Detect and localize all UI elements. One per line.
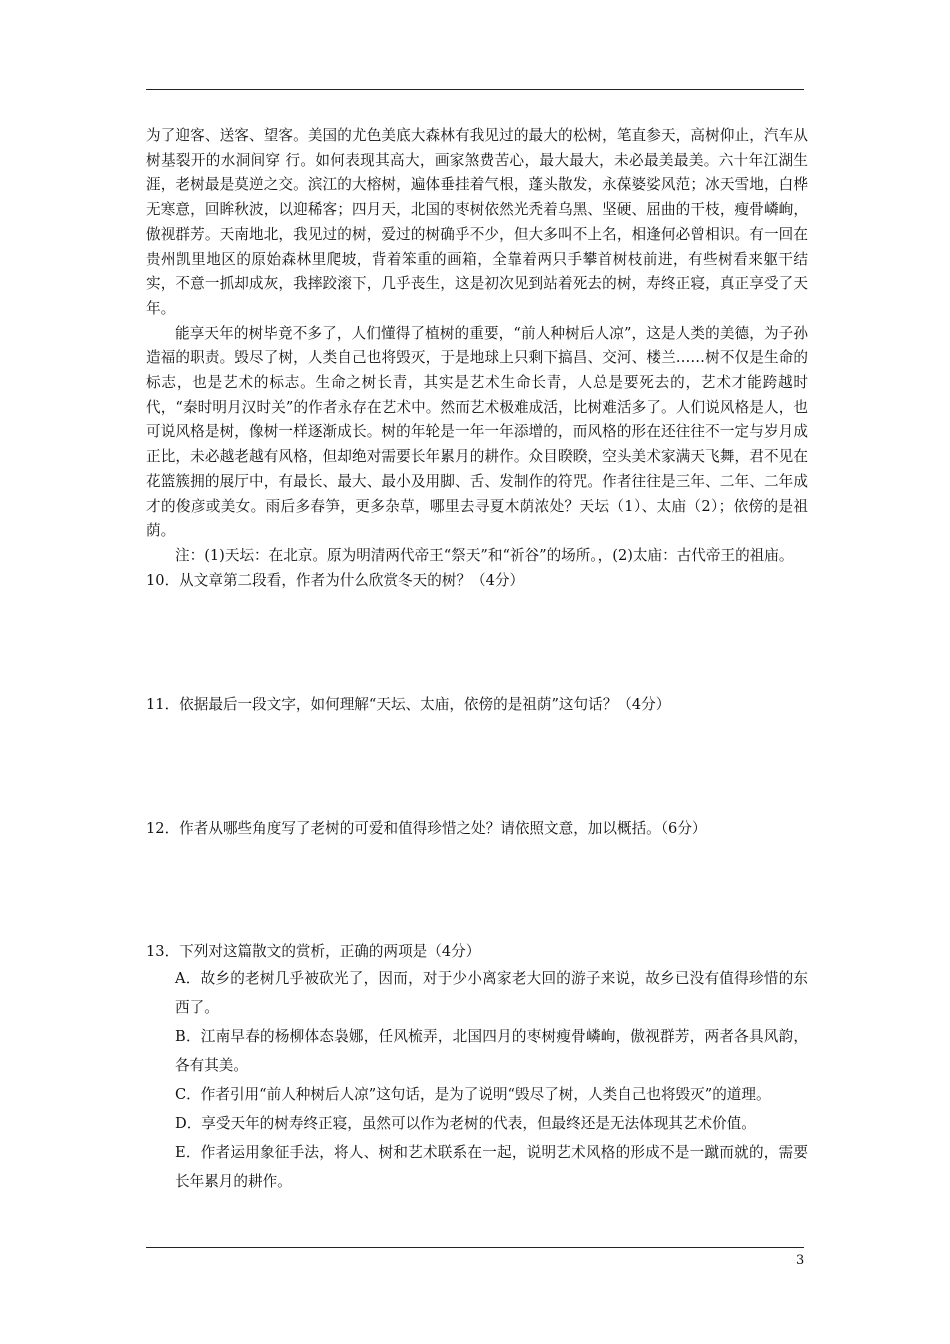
footer-rule — [146, 1247, 804, 1248]
option-a: A．故乡的老树几乎被砍光了，因而，对于少小离家老大回的游子来说，故乡已没有值得珍惜的东西了。 — [175, 970, 808, 1017]
header-rule — [146, 89, 804, 90]
answer-space-10 — [146, 593, 808, 693]
page-number: 3 — [796, 1253, 805, 1268]
page-body — [146, 124, 808, 1196]
question-13: 13．下列对这篇散文的赏析，正确的两项是（4分） — [146, 942, 481, 960]
answer-space-11 — [146, 718, 808, 817]
passage-note: 注：(1)天坛：在北京。原为明清两代帝王“祭天”和“祈谷”的场所。，(2)太庙：古代帝王的祖庙。 — [175, 546, 794, 564]
option-d: D．享受天年的树寿终正寝，虽然可以作为老树的代表，但最终还是无法体现其艺术价值。 — [175, 1115, 756, 1133]
option-c: C．作者引用“前人种树后人凉”这句话，是为了说明“毁尽了树，人类自己也将毁灭”的道理。 — [175, 1086, 771, 1104]
passage-paragraph-1: 为了迎客、送客、望客。美国的尤色美底大森林有我见过的最大的松树，笔直参天，高树仰止，汽车从树基裂开的水洞间穿 行。如何表现其高大，画家煞费苦心，最大最大，未必最美最美。六十年江湖生涯，老树最是莫逆之交。滨江的大榕树，遍体垂挂着气根，蓬头散发，永葆婆娑风范；冰天雪地，白桦无寒意，回眸秋波，以迎稀客；四月天，北国的枣树依然光秃着乌黑、坚硬、屈曲的干枝，瘦骨嶙峋，傲视群芳。天南地北，我见过的树，爱过的树确乎不少，但大多叫不上名，相逢何必曾相识。有一回在贵州凯里地区的原始森林里爬坡，背着笨重的画箱，全靠着两只手攀首树枝前进，有些树看来躯干结实，不意一抓却成灰，我摔跤滚下，几乎丧生，这是初次见到站着死去的树，寿终正寝，真正享受了天年。 — [146, 127, 808, 317]
option-e: E．作者运用象征手法，将人、树和艺术联系在一起，说明艺术风格的形成不是一蹴而就的，需要长年累月的耕作。 — [175, 1144, 808, 1191]
question-11: 11．依据最后一段文字，如何理解“天坛、太庙，依傍的是祖荫”这句话？（4分） — [146, 696, 671, 714]
question-10: 10．从文章第二段看，作者为什么欣赏冬天的树？（4分） — [146, 571, 525, 589]
answer-space-12 — [146, 842, 808, 940]
question-12: 12．作者从哪些角度写了老树的可爱和值得珍惜之处？请依照文意，加以概括。（6分） — [146, 820, 707, 838]
option-b: B．江南早春的杨柳体态袅娜，任风梳弄，北国四月的枣树瘦骨嶙峋，傲视群芳，两者各具风韵，各有其美。 — [175, 1028, 808, 1075]
passage-paragraph-2: 能享天年的树毕竟不多了，人们懂得了植树的重要，“前人种树后人凉”，这是人类的美德，为子孙造福的职责。毁尽了树，人类自己也将毁灭，于是地球上只剩下搞昌、交河、楼兰……树不仅是生命的标志，也是艺术的标志。生命之树长青，其实是艺术生命长青，人总是要死去的，艺术才能跨越时代，“秦时明月汉时关”的作者永存在艺术中。然而艺术极难成活，比树难活多了。人们说风格是人，也可说风格是树，像树一样逐渐成长。树的年轮是一年一年添增的，而风格的形在还往往不一定与岁月成正比，未必越老越有风格，但却绝对需要长年累月的耕作。众目睽睽，空头美术家满天飞舞，君不见在花篮簇拥的展厅中，有最长、最大、最小及用脚、舌、发制作的符咒。作者往往是三年、二年、二年成才的俊彦或美女。雨后多春笋，更多杂草，哪里去寻夏木荫浓处？天坛（1）、太庙（2）；依傍的是祖荫。 — [146, 324, 808, 540]
